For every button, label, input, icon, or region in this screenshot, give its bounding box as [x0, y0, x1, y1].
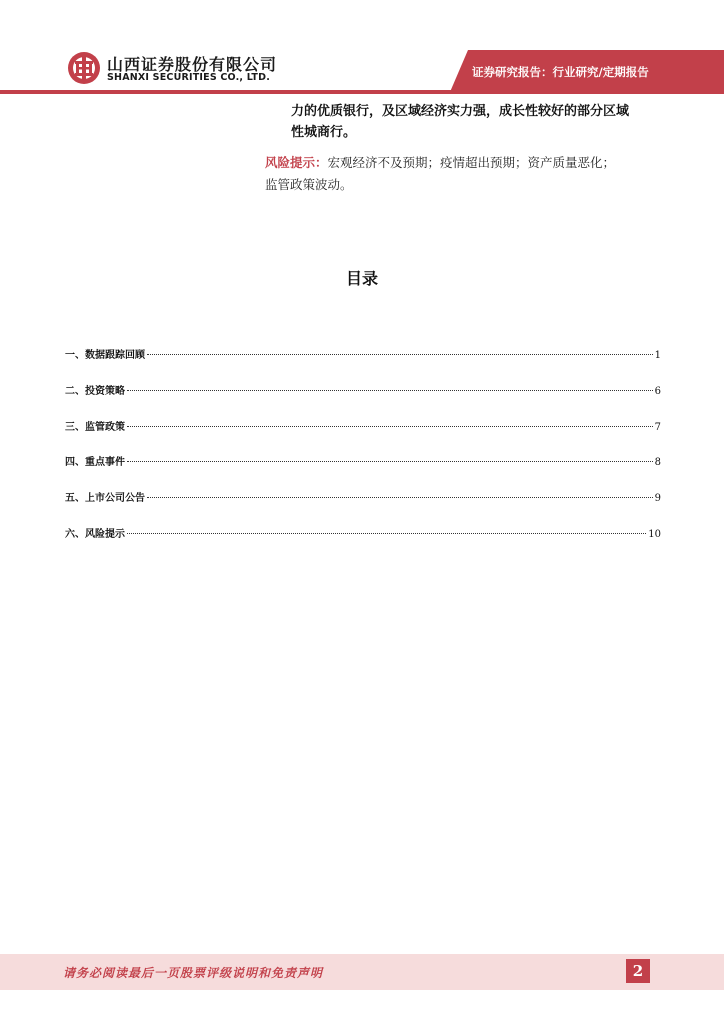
toc-item-page: 10 — [648, 529, 661, 540]
toc-leader-dots — [127, 426, 653, 427]
toc-item-page: 9 — [654, 493, 661, 504]
company-name-cn: 山西证券股份有限公司 — [107, 55, 278, 74]
toc-item-page: 8 — [654, 457, 661, 468]
body-line-2: 性城商行。 — [291, 125, 357, 140]
report-type-label: 证券研究报告：行业研究/定期报告 — [472, 65, 649, 79]
toc-leader-dots — [127, 390, 653, 391]
toc-item-page: 1 — [654, 350, 661, 361]
toc-title: 目录 — [345, 269, 378, 288]
toc-item[interactable] — [65, 346, 661, 362]
risk-line-1 — [265, 153, 615, 171]
toc-leader-dots — [147, 354, 653, 355]
toc-leader-dots — [127, 533, 646, 534]
toc-item[interactable] — [65, 418, 661, 434]
toc-item-page: 6 — [654, 386, 661, 397]
toc-item-label: 一、数据跟踪回顾 — [65, 350, 145, 361]
toc-item-label: 二、投资策略 — [65, 386, 125, 397]
toc-item-label: 六、风险提示 — [65, 529, 125, 540]
risk-text-1: 宏观经济不及预期；疫情超出预期；资产质量恶化； — [327, 155, 616, 170]
company-logo-icon — [67, 51, 101, 85]
footer-disclaimer: 请务必阅读最后一页股票评级说明和免责声明 — [63, 966, 324, 980]
toc-item[interactable] — [65, 525, 661, 541]
toc-item[interactable] — [65, 453, 661, 469]
toc-item-page: 7 — [654, 422, 661, 433]
toc-item[interactable] — [65, 489, 661, 505]
toc-item[interactable] — [65, 382, 661, 398]
page-number: 2 — [626, 959, 650, 983]
risk-line-2: 监管政策波动。 — [265, 177, 353, 192]
header-band — [0, 90, 724, 94]
toc-item-label: 四、重点事件 — [65, 457, 125, 468]
page-header — [0, 0, 724, 100]
body-line-1: 力的优质银行，及区域经济实力强，成长性较好的部分区域 — [291, 104, 630, 119]
company-name-en: SHANXI SECURITIES CO., LTD. — [107, 72, 271, 83]
toc-leader-dots — [147, 497, 653, 498]
risk-label: 风险提示： — [265, 155, 328, 170]
toc-item-label: 五、上市公司公告 — [65, 493, 145, 504]
toc-item-label: 三、监管政策 — [65, 422, 125, 433]
toc-leader-dots — [127, 461, 653, 462]
